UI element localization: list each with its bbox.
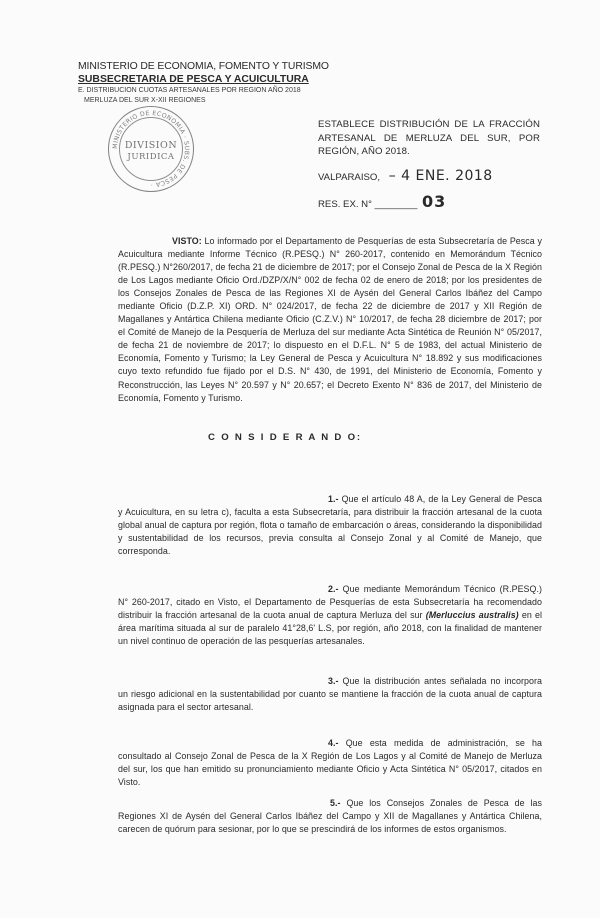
paragraph-number: 4.- bbox=[328, 738, 339, 748]
considerando-heading: C O N S I D E R A N D O: bbox=[208, 432, 362, 443]
considerando-paragraph-5 bbox=[118, 797, 542, 836]
subsecretaria-name: SUBSECRETARIA DE PESCA Y ACUICULTURA bbox=[78, 74, 309, 85]
resolution-number: 03 bbox=[421, 192, 447, 211]
visto-label: VISTO: bbox=[172, 236, 202, 246]
svg-text:MINISTERIO DE ECONOMIA · SUBS.: MINISTERIO DE ECONOMIA · SUBS. DE PESCA · bbox=[111, 109, 191, 189]
ministry-name: MINISTERIO DE ECONOMIA, FOMENTO Y TURISMO bbox=[78, 61, 329, 72]
considerando-paragraph-3 bbox=[118, 675, 542, 714]
paragraph-text: Que la distribución antes señalada no incorpora un riesgo adicional en la sustentabilidad por cuanto se mantiene la fracción de la cuota anual de captura asignada para el sector artesanal. bbox=[118, 676, 542, 713]
paragraph-text: Que los Consejos Zonales de Pesca de las Regiones XI de Aysén del General Carlos Ibáñez del Campo y XII de Magallanes y Antártica Chilena, carecen de quórum para sesionar, por lo que se prescindirá de los informes de estos organismos. bbox=[118, 798, 542, 835]
paragraph-text: Que esta medida de administración, se ha consultado al Consejo Zonal de Pesca de la X Región de Los Lagos y al Comité de Manejo de Merluza del sur, los que han emitido su pronunciamiento mediante Oficio y Acta Sintética N° 05/2017, citados en Visto. bbox=[118, 738, 542, 788]
paragraph-text: Que el artículo 48 A, de la Ley General de Pesca y Acuicultura, en su letra c), faculta a esta Subsecretaría, para distribuir la fracción artesanal de la cuota global anual de captura por región, flota o tamaño de embarcación o áreas, considerando la disponibilidad y sustentabilidad de los recursos, previa consulta al Consejo Zonal y al Comité de Manejo, que corresponda. bbox=[118, 494, 542, 557]
stamp-center-line-1: DIVISION bbox=[124, 140, 178, 151]
paragraph-number: 2.- bbox=[328, 584, 339, 594]
paragraph-number: 5.- bbox=[330, 798, 341, 808]
date-stamp: – 4 ENE. 2018 bbox=[388, 168, 493, 184]
visto-text: Lo informado por el Departamento de Pesquerías de esta Subsecretaría de Pesca y Acuicultura mediante Informe Técnico (R.PESQ.) N° 260-2017, contenido en Memorándum Técnico (R.PESQ.) N°260/2017, de fecha 21 de diciembre de 2017; por el Consejo Zonal de Pesca de la X Región de Los Lagos mediante Oficio Ord./DZP/X/N° 002 de fecha 02 de enero de 2018; por los presidentes de los Consejos Zonales de Pesca de las Regiones XI de Aysén del General Carlos Ibáñez del Campo mediante Oficio (D.Z.P. XI) ORD. N° 024/2017, de fecha 22 de diciembre de 2017 y XII Región de Magallanes y Antártica Chilena mediante Oficio (C.Z.V.) N° 10/2017, de fecha 28 diciembre de 2017; por el Comité de Manejo de la Pesquería de Merluza del sur mediante Acta Sintética de Reunión N° 05/2017, de fecha 21 de noviembre de 2017; lo dispuesto en el D.F.L. N° 5 de 1983, del actual Ministerio de Economía, Fomento y Turismo; la Ley General de Pesca y Acuicultura N° 18.892 y sus modificaciones cuyo texto refundido fue fijado por el D.S. N° 430, de 1991, del Ministerio de Economía, Fomento y Reconstrucción, las Leyes N° 20.597 y N° 20.657; el Decreto Exento N° 836 de 2017, del Ministerio de Economía, Fomento y Turismo. bbox=[118, 236, 542, 403]
visto-paragraph bbox=[118, 235, 542, 405]
official-stamp bbox=[108, 106, 194, 192]
date-place: VALPARAISO, bbox=[318, 172, 381, 183]
reference-line-2: MERLUZA DEL SUR X-XII REGIONES bbox=[84, 97, 206, 104]
paragraph-text-before: Que mediante Memorándum Técnico (R.PESQ.) N° 260-2017, citado en Visto, el Departamento de Pesquerías de esta Subsecretaría ha recomendado distribuir la fracción artesanal de la cuota anual de captura Merluza del sur bbox=[118, 584, 542, 621]
resolution-number-line bbox=[318, 192, 540, 211]
reference-line-1: E. DISTRIBUCION CUOTAS ARTESANALES POR REGION AÑO 2018 bbox=[78, 87, 301, 94]
paragraph-number: 1.- bbox=[328, 494, 339, 504]
letterhead bbox=[78, 60, 329, 106]
resolution-blank: ________ bbox=[374, 199, 418, 210]
date-line bbox=[318, 168, 540, 184]
species-name: (Merluccius australis) bbox=[425, 610, 519, 621]
resolution-label: RES. EX. N° bbox=[318, 199, 372, 210]
stamp-center-line-2: JURIDICA bbox=[127, 152, 175, 162]
resolution-subject: ESTABLECE DISTRIBUCIÓN DE LA FRACCIÓN ARTESANAL DE MERLUZA DEL SUR, POR REGIÓN, AÑO 2018. bbox=[318, 119, 540, 158]
paragraph-text-after: en el área marítima situada al sur de paralelo 41°28,6' L.S, por región, año 2018, con la finalidad de mantener un nivel continuo de operación de las pesquerías artesanales. bbox=[118, 610, 542, 647]
considerando-paragraph-2 bbox=[118, 583, 542, 648]
considerando-paragraph-4 bbox=[118, 737, 542, 789]
paragraph-number: 3.- bbox=[328, 676, 339, 686]
considerando-paragraph-1 bbox=[118, 493, 542, 558]
